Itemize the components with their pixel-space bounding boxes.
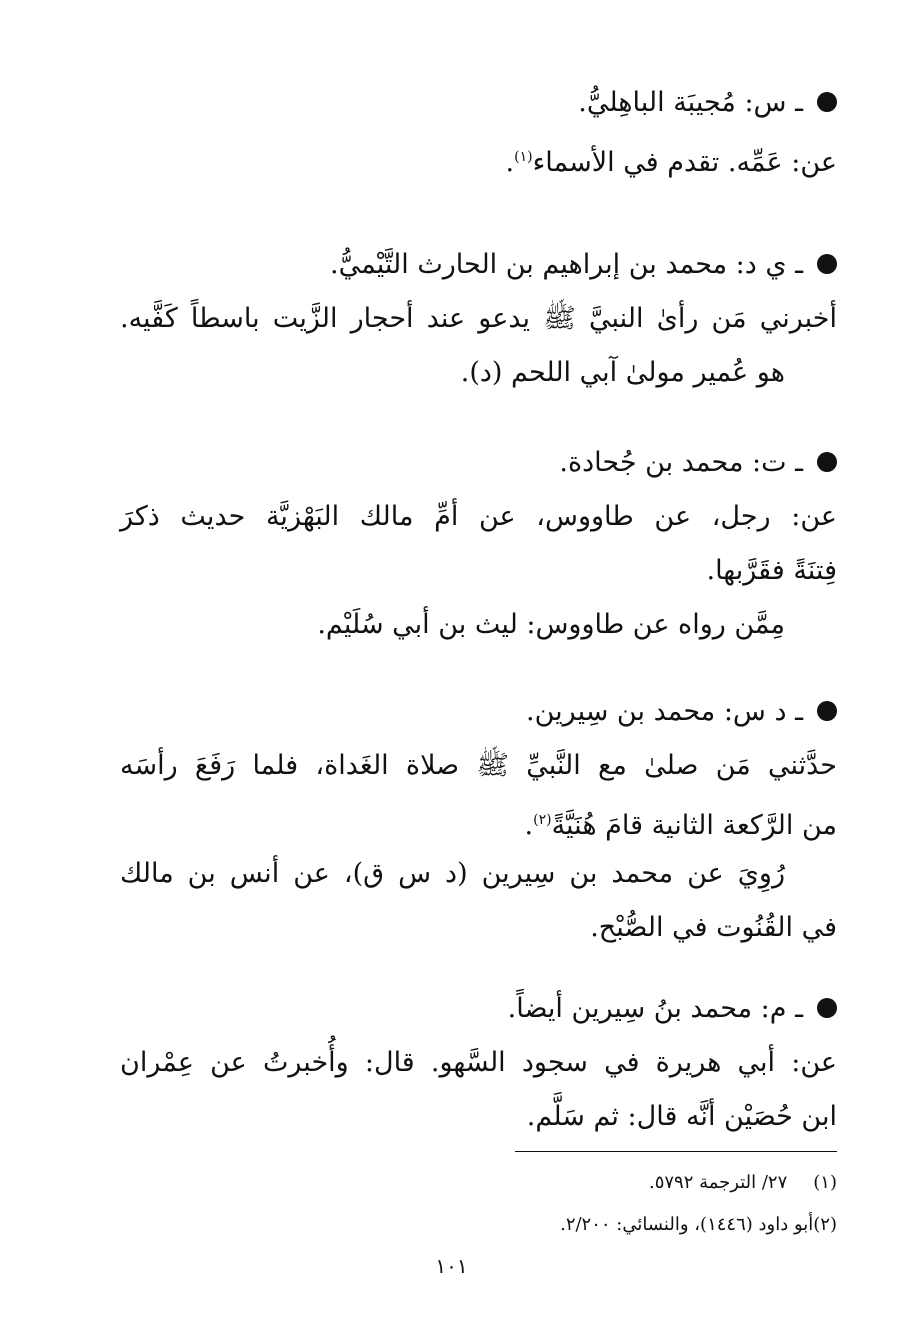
bullet-icon bbox=[817, 254, 837, 274]
bullet-icon bbox=[817, 452, 837, 472]
entry-heading: ـ ي د: محمد بن إبراهيم بن الحارث التَّيْميُّ. bbox=[120, 238, 837, 292]
footnote-separator bbox=[515, 1151, 837, 1152]
entry-line: هو عُمير مولىٰ آبي اللحم (د). bbox=[460, 357, 785, 388]
entry-heading: ـ د س: محمد بن سِيرين. bbox=[120, 685, 837, 739]
footnote-ref: (٢) bbox=[533, 812, 552, 828]
entry-line: حدَّثني مَن صلىٰ مع النَّبيِّ ﷺ صلاة الغَداة، فلما رَفَعَ رأسَه bbox=[120, 750, 837, 781]
entry-line: في القُنُوت في الصُّبْح. bbox=[590, 912, 837, 943]
entry-muhammad-ibn-sirin-also bbox=[120, 982, 837, 1144]
entry-muhammad-ibn-juhadah bbox=[120, 436, 837, 652]
entry-heading: ـ ت: محمد بن جُحادة. bbox=[120, 436, 837, 490]
entry-mujibah bbox=[120, 76, 837, 184]
entry-line: رُوِيَ عن محمد بن سِيرين (د س ق)، عن أنس بن مالك bbox=[120, 858, 785, 889]
footnote-ref: (١) bbox=[514, 149, 533, 165]
page-number: ١٠١ bbox=[435, 1254, 468, 1278]
entry-line: أخبرني مَن رأىٰ النبيَّ ﷺ يدعو عند أحجار الزَّيت باسطاً كَفَّيه. bbox=[120, 303, 837, 334]
footnote-number: (١) bbox=[813, 1172, 837, 1193]
entry-muhammad-ibn-ibrahim bbox=[120, 238, 837, 400]
entry-line: ابن حُصَيْن أنَّه قال: ثم سَلَّم. bbox=[526, 1101, 837, 1132]
footnote-number: (٢) bbox=[813, 1214, 837, 1235]
entry-line: من الرَّكعة الثانية قامَ هُنَيَّةً$^{(٢)}$. bbox=[524, 810, 837, 841]
entry-line: عن: رجل، عن طاووس، عن أمِّ مالك البَهْزيَّة حديث ذكرَ bbox=[120, 501, 837, 532]
bullet-icon bbox=[817, 998, 837, 1018]
entry-line: عن: أبي هريرة في سجود السَّهو. قال: وأُخبرتُ عن عِمْران bbox=[120, 1047, 837, 1078]
entry-line: فِتنَةً فقَرَّبها. bbox=[706, 555, 837, 586]
bullet-icon bbox=[817, 92, 837, 112]
footnote-text: ٢٧/ الترجمة ٥٧٩٢. bbox=[648, 1172, 788, 1193]
entry-heading: ـ م: محمد بنُ سِيرين أيضاً. bbox=[120, 982, 837, 1036]
entry-heading: ـ س: مُجيبَة الباهِليُّ. bbox=[120, 76, 837, 130]
entry-line: عن: عَمِّه. تقدم في الأسماء$^{(١)}$. bbox=[505, 147, 837, 178]
footnote-1 bbox=[300, 1168, 837, 1198]
bullet-icon bbox=[817, 701, 837, 721]
footnote-text: أبو داود (١٤٤٦)، والنسائي: ٢/٢٠٠. bbox=[560, 1214, 814, 1235]
footnote-2 bbox=[300, 1210, 837, 1240]
entry-muhammad-ibn-sirin bbox=[120, 685, 837, 955]
entry-line: مِمَّن رواه عن طاووس: ليث بن أبي سُلَيْم. bbox=[317, 609, 785, 640]
